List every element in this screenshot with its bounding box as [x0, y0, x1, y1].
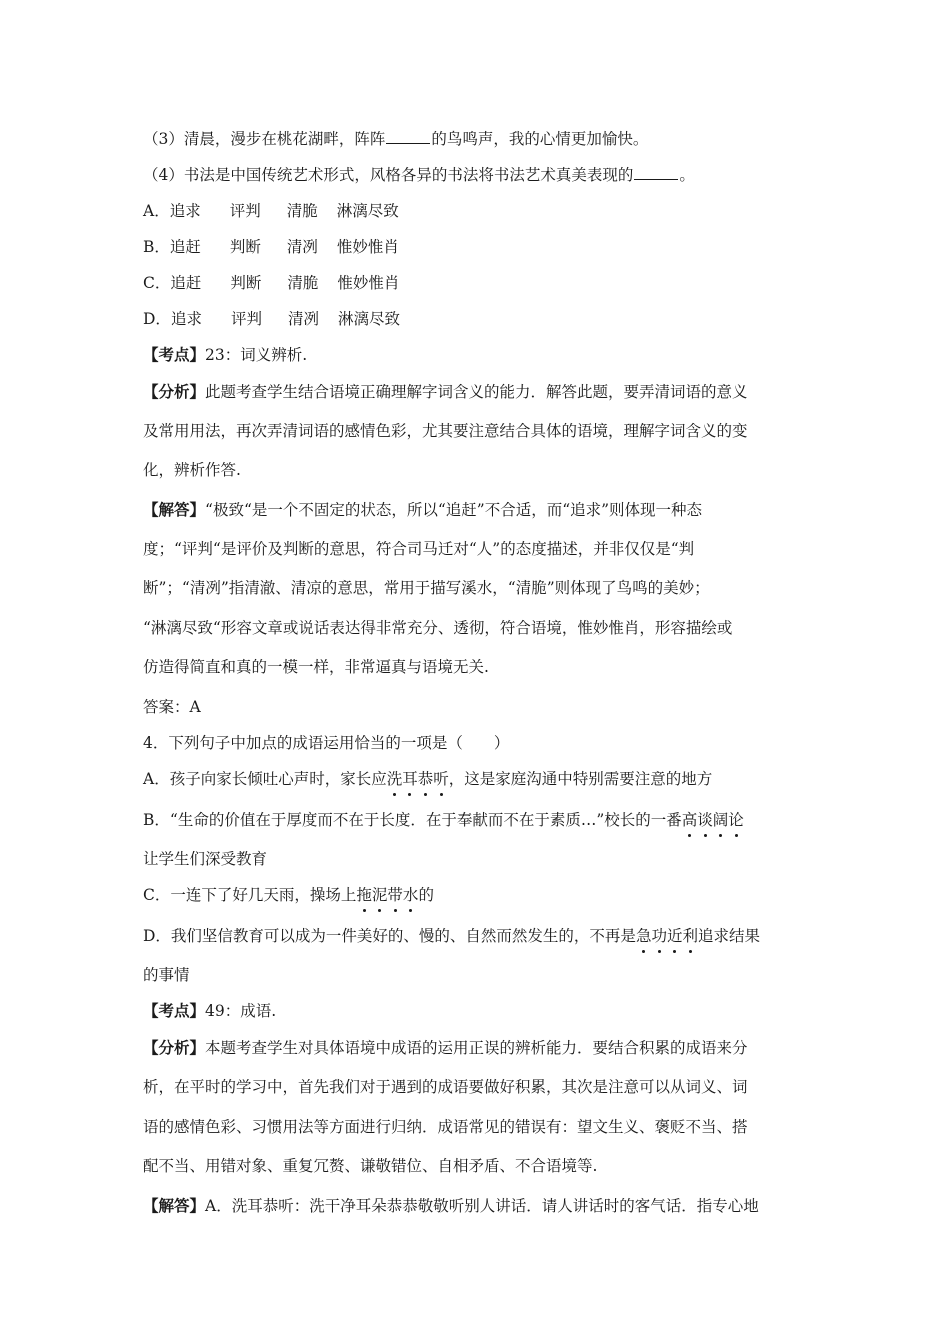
sentence-3-text: （3）清晨，漫步在桃花湖畔，阵阵	[143, 130, 386, 148]
dotted-idiom: 急功近利	[635, 927, 698, 945]
q4-kaodian: 【考点】49：成语.	[143, 1001, 277, 1020]
q4-fenxi-line-4: 配不当、用错对象、重复冗赘、谦敬错位、自相矛盾、不合语境等.	[143, 1157, 598, 1175]
q4-fenxi-line-2: 析，在平时的学习中，首先我们对于遇到的成语要做好积累，其次是注意可以从词义、词	[143, 1078, 748, 1096]
fill-blank	[386, 129, 430, 144]
q3-fenxi-line-3: 化，辨析作答.	[143, 461, 241, 479]
q4-option-d-line-2: 的事情	[143, 966, 190, 984]
q3-fenxi-line-1: 【分析】此题考查学生结合语境正确理解字词含义的能力．解答此题，要弄清词语的意义	[143, 382, 748, 401]
q3-kaodian: 【考点】23：词义辨析.	[143, 345, 308, 364]
q4-option-d: D．我们坚信教育可以成为一件美好的、慢的、自然而然发生的，不再是急功近利追求结果	[143, 927, 761, 945]
q3-answer: 答案：A	[143, 698, 201, 716]
q4-jieda-line-1: 【解答】A．洗耳恭听：洗干净耳朵恭恭敬敬听别人讲话．请人讲话时的客气话．指专心地	[143, 1196, 759, 1215]
q4-option-b: B．“生命的价值在于厚度而不在于长度．在于奉献而不在于素质…”校长的一番高谈阔论	[143, 811, 744, 829]
option-d: D．追求 评判 清冽 淋漓尽致	[143, 310, 400, 328]
q4-option-c: C．一连下了好几天雨，操场上拖泥带水的	[143, 886, 434, 904]
q3-jieda-line-4: “淋漓尽致“形容文章或说话表达得非常充分、透彻，符合语境，惟妙惟肖，形容描绘或	[143, 619, 733, 637]
dotted-idiom: 高谈阔论	[681, 811, 744, 829]
option-a: A．追求 评判 清脆 淋漓尽致	[143, 202, 399, 220]
sentence-4-text: （4）书法是中国传统艺术形式，风格各异的书法将书法艺术真美表现的	[143, 166, 634, 184]
q3-jieda-line-3: 断”；“清冽”指清澈、清凉的意思，常用于描写溪水，“清脆”则体现了鸟鸣的美妙；	[143, 579, 710, 597]
q4-fenxi-line-3: 语的感情色彩、习惯用法等方面进行归纳．成语常见的错误有：望文生义、褒贬不当、搭	[143, 1118, 748, 1136]
q4-option-a: A．孩子向家长倾吐心声时，家长应洗耳恭听，这是家庭沟通中特别需要注意的地方	[143, 770, 713, 788]
q3-jieda-line-2: 度；“评判“是评价及判断的意思，符合司马迁对“人”的态度描述，并非仅仅是“判	[143, 540, 695, 558]
q3-fenxi-line-2: 及常用用法，再次弄清词语的感情色彩，尤其要注意结合具体的语境，理解字词含义的变	[143, 422, 748, 440]
fill-blank	[634, 165, 678, 180]
q4-fenxi-line-1: 【分析】本题考查学生对具体语境中成语的运用正误的辨析能力．要结合积累的成语来分	[143, 1038, 748, 1057]
sentence-4-text-end: 。	[679, 166, 695, 184]
dotted-idiom: 拖泥带水	[356, 886, 419, 904]
dotted-idiom: 洗耳恭听	[386, 770, 449, 788]
option-c: C．追赶 判断 清脆 惟妙惟肖	[143, 274, 400, 292]
sentence-4	[143, 165, 695, 185]
q4-option-b-line-2: 让学生们深受教育	[143, 850, 268, 868]
q3-jieda-line-5: 仿造得简直和真的一模一样，非常逼真与语境无关.	[143, 658, 489, 676]
sentence-3	[143, 129, 648, 149]
option-b: B．追赶 判断 清冽 惟妙惟肖	[143, 238, 399, 256]
sentence-3-text-end: 的鸟鸣声，我的心情更加愉快。	[431, 130, 649, 148]
q4-stem: 4．下列句子中加点的成语运用恰当的一项是（ ）	[143, 734, 510, 752]
q3-jieda-line-1: 【解答】“极致“是一个不固定的状态，所以“追赶”不合适，而“追求”则体现一种态	[143, 500, 703, 519]
